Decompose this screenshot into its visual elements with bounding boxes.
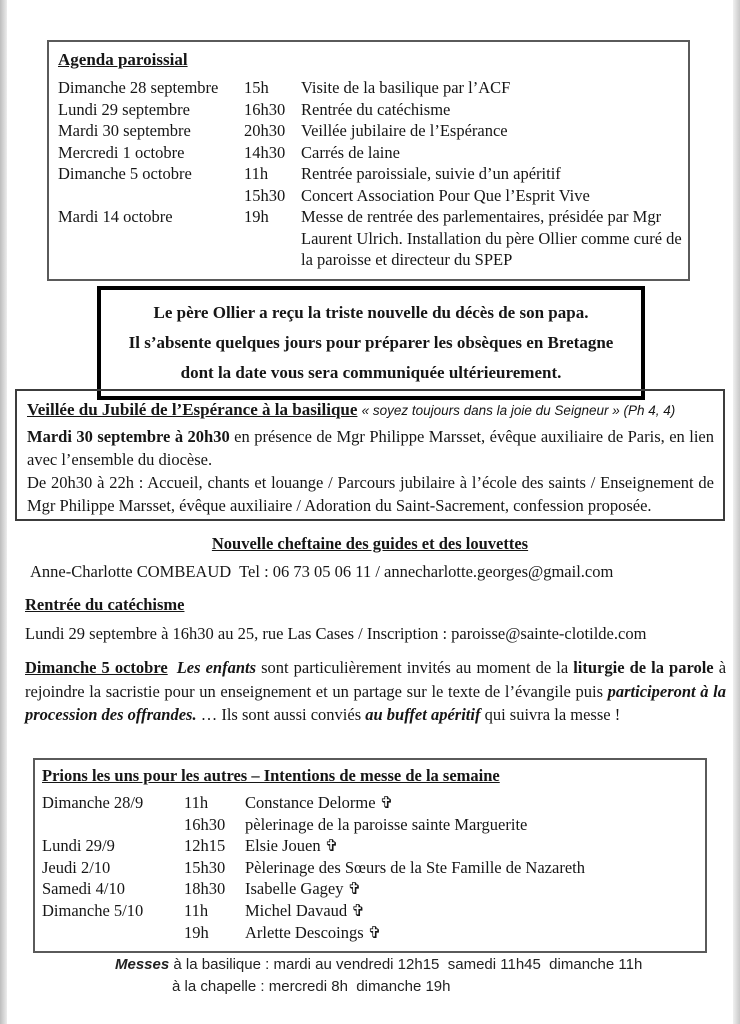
- intention-time: 19h: [184, 922, 209, 942]
- scan-edge-right: [733, 0, 740, 1024]
- agenda-time: 19h: [244, 207, 269, 226]
- children-seg: à rejoindre la sacristie pour un enseignement et un partage sur le texte de l’évangile puis: [25, 658, 727, 701]
- intention-name: Elsie Jouen ✞: [245, 836, 339, 856]
- veillee-datetime: Mardi 30 septembre à 20h30: [27, 427, 230, 446]
- intention-name: Constance Delorme ✞: [245, 793, 394, 812]
- intention-row: [42, 792, 701, 814]
- intention-name: Michel Davaud ✞: [245, 900, 366, 920]
- children-seg: Les enfants: [176, 658, 257, 677]
- intention-date: [42, 922, 184, 944]
- children-seg: participeront à la procession des offrandes.: [25, 681, 726, 724]
- cheftaine-contact: Anne-Charlotte COMBEAUD Tel : 06 73 05 06 11 / annecharlotte.georges@gmail.com: [30, 562, 614, 581]
- intention-name: Pèlerinage des Sœurs de la Ste Famille de Nazareth: [245, 857, 585, 877]
- intention-row: [42, 835, 701, 857]
- intention-time: 18h30: [184, 879, 226, 899]
- children-paragraph-heading: Dimanche 5 octobre: [25, 658, 168, 677]
- agenda-time: 15h: [244, 78, 269, 97]
- children-seg: liturgie de la parole: [573, 658, 714, 677]
- masses-schedule-line2: à la chapelle : mercredi 8h dimanche 19h: [172, 978, 451, 995]
- agenda-section: [47, 40, 690, 281]
- intention-date: [42, 814, 184, 836]
- masses-schedule-line1: [115, 956, 642, 973]
- children-paragraph: [25, 656, 726, 727]
- death-notice-box: [97, 286, 645, 400]
- intention-date: Dimanche 28/9: [42, 793, 144, 812]
- veillee-section: [15, 389, 725, 521]
- veillee-detail: en présence de Mgr Philippe Marsset, évêque auxiliaire de Paris, en lien avec l’ensemble du diocèse.: [27, 427, 714, 469]
- intention-date: Jeudi 2/10: [42, 857, 111, 877]
- agenda-desc: Rentrée du catéchisme: [301, 99, 451, 119]
- cheftaine-title: Nouvelle cheftaine des guides et des louvettes: [211, 534, 529, 553]
- children-seg: sont particulièrement invités au moment de la: [256, 658, 574, 677]
- mass-intentions-section: [33, 758, 707, 953]
- catechisme-title: Rentrée du catéchisme: [25, 595, 185, 614]
- agenda-date: Dimanche 28 septembre: [58, 78, 219, 97]
- agenda-time: 16h30: [244, 99, 286, 119]
- agenda-date: Mardi 14 octobre: [58, 207, 173, 226]
- agenda-time: 15h30: [244, 185, 286, 205]
- agenda-desc: Concert Association Pour Que l’Esprit Vive: [301, 185, 590, 205]
- notice-line: Le père Ollier a reçu la triste nouvelle du décès de son papa.: [153, 303, 589, 322]
- agenda-desc: Messe de rentrée des parlementaires, présidée par Mgr Laurent Ulrich. Installation du père Ollier comme curé de la paroisse et directeur du SPEP: [301, 207, 682, 269]
- children-seg: au buffet apéritif: [365, 705, 481, 724]
- scan-edge-left: [0, 0, 7, 1024]
- agenda-desc: Veillée jubilaire de l’Espérance: [301, 121, 508, 140]
- intention-name: Arlette Descoings ✞: [245, 922, 382, 942]
- agenda-time: 11h: [244, 164, 269, 183]
- masses-basilique-times: à la basilique : mardi au vendredi 12h15 samedi 11h45 dimanche 11h: [169, 956, 643, 973]
- agenda-desc: Rentrée paroissiale, suivie d’un apéritif: [301, 164, 561, 183]
- notice-line: Il s’absente quelques jours pour préparer les obsèques en Bretagne: [128, 333, 614, 352]
- agenda-date: [58, 185, 244, 207]
- intention-row: [42, 857, 701, 879]
- intention-time: 16h30: [184, 814, 226, 834]
- agenda-row: [58, 77, 682, 99]
- agenda-desc: Carrés de laine: [301, 142, 400, 162]
- intention-date: Dimanche 5/10: [42, 900, 144, 920]
- children-seg: … Ils sont aussi conviés: [196, 705, 366, 724]
- veillee-scripture-quote: « soyez toujours dans la joie du Seigneur » (Ph 4, 4): [361, 403, 676, 418]
- intention-name: pèlerinage de la paroisse sainte Marguerite: [245, 814, 528, 834]
- veillee-paragraph-1: [27, 425, 714, 471]
- agenda-desc: Visite de la basilique par l’ACF: [301, 78, 511, 97]
- agenda-date: Mercredi 1 octobre: [58, 142, 185, 162]
- agenda-title: Agenda paroissial: [58, 50, 188, 69]
- agenda-date: Dimanche 5 octobre: [58, 164, 192, 183]
- notice-line: dont la date vous sera communiquée ultérieurement.: [180, 363, 562, 382]
- agenda-row: [58, 142, 682, 164]
- veillee-paragraph-2: De 20h30 à 22h : Accueil, chants et louange / Parcours jubilaire à l’école des saints / Enseignement de Mgr Philippe Marsset, évêque auxiliaire / Adoration du Saint-Sacrement, confession proposée.: [27, 473, 714, 515]
- veillee-title-line: [27, 398, 714, 423]
- agenda-row: [58, 206, 682, 271]
- intention-date: Samedi 4/10: [42, 879, 125, 899]
- agenda-time: 20h30: [244, 121, 286, 140]
- intention-time: 15h30: [184, 857, 226, 877]
- masses-label: Messes: [115, 956, 170, 973]
- intention-time: 11h: [184, 793, 209, 812]
- agenda-row: [58, 163, 682, 185]
- intention-time: 12h15: [184, 836, 226, 856]
- intention-row: [42, 814, 701, 836]
- intentions-title: Prions les uns pour les autres – Intentions de messe de la semaine: [42, 766, 500, 785]
- intention-date: Lundi 29/9: [42, 836, 115, 856]
- agenda-date: Mardi 30 septembre: [58, 121, 191, 140]
- intention-row: [42, 878, 701, 900]
- intention-time: 11h: [184, 900, 209, 920]
- agenda-date: Lundi 29 septembre: [58, 99, 190, 119]
- children-seg: qui suivra la messe !: [480, 705, 621, 724]
- intention-name: Isabelle Gagey ✞: [245, 879, 362, 899]
- intention-row: [42, 900, 701, 922]
- agenda-row: [58, 185, 682, 207]
- veillee-title: Veillée du Jubilé de l’Espérance à la basilique: [27, 400, 358, 419]
- intention-row: [42, 922, 701, 944]
- agenda-time: 14h30: [244, 142, 286, 162]
- catechisme-info: Lundi 29 septembre à 16h30 au 25, rue Las Cases / Inscription : paroisse@sainte-clotilde.com: [25, 624, 647, 643]
- agenda-row: [58, 99, 682, 121]
- agenda-row: [58, 120, 682, 142]
